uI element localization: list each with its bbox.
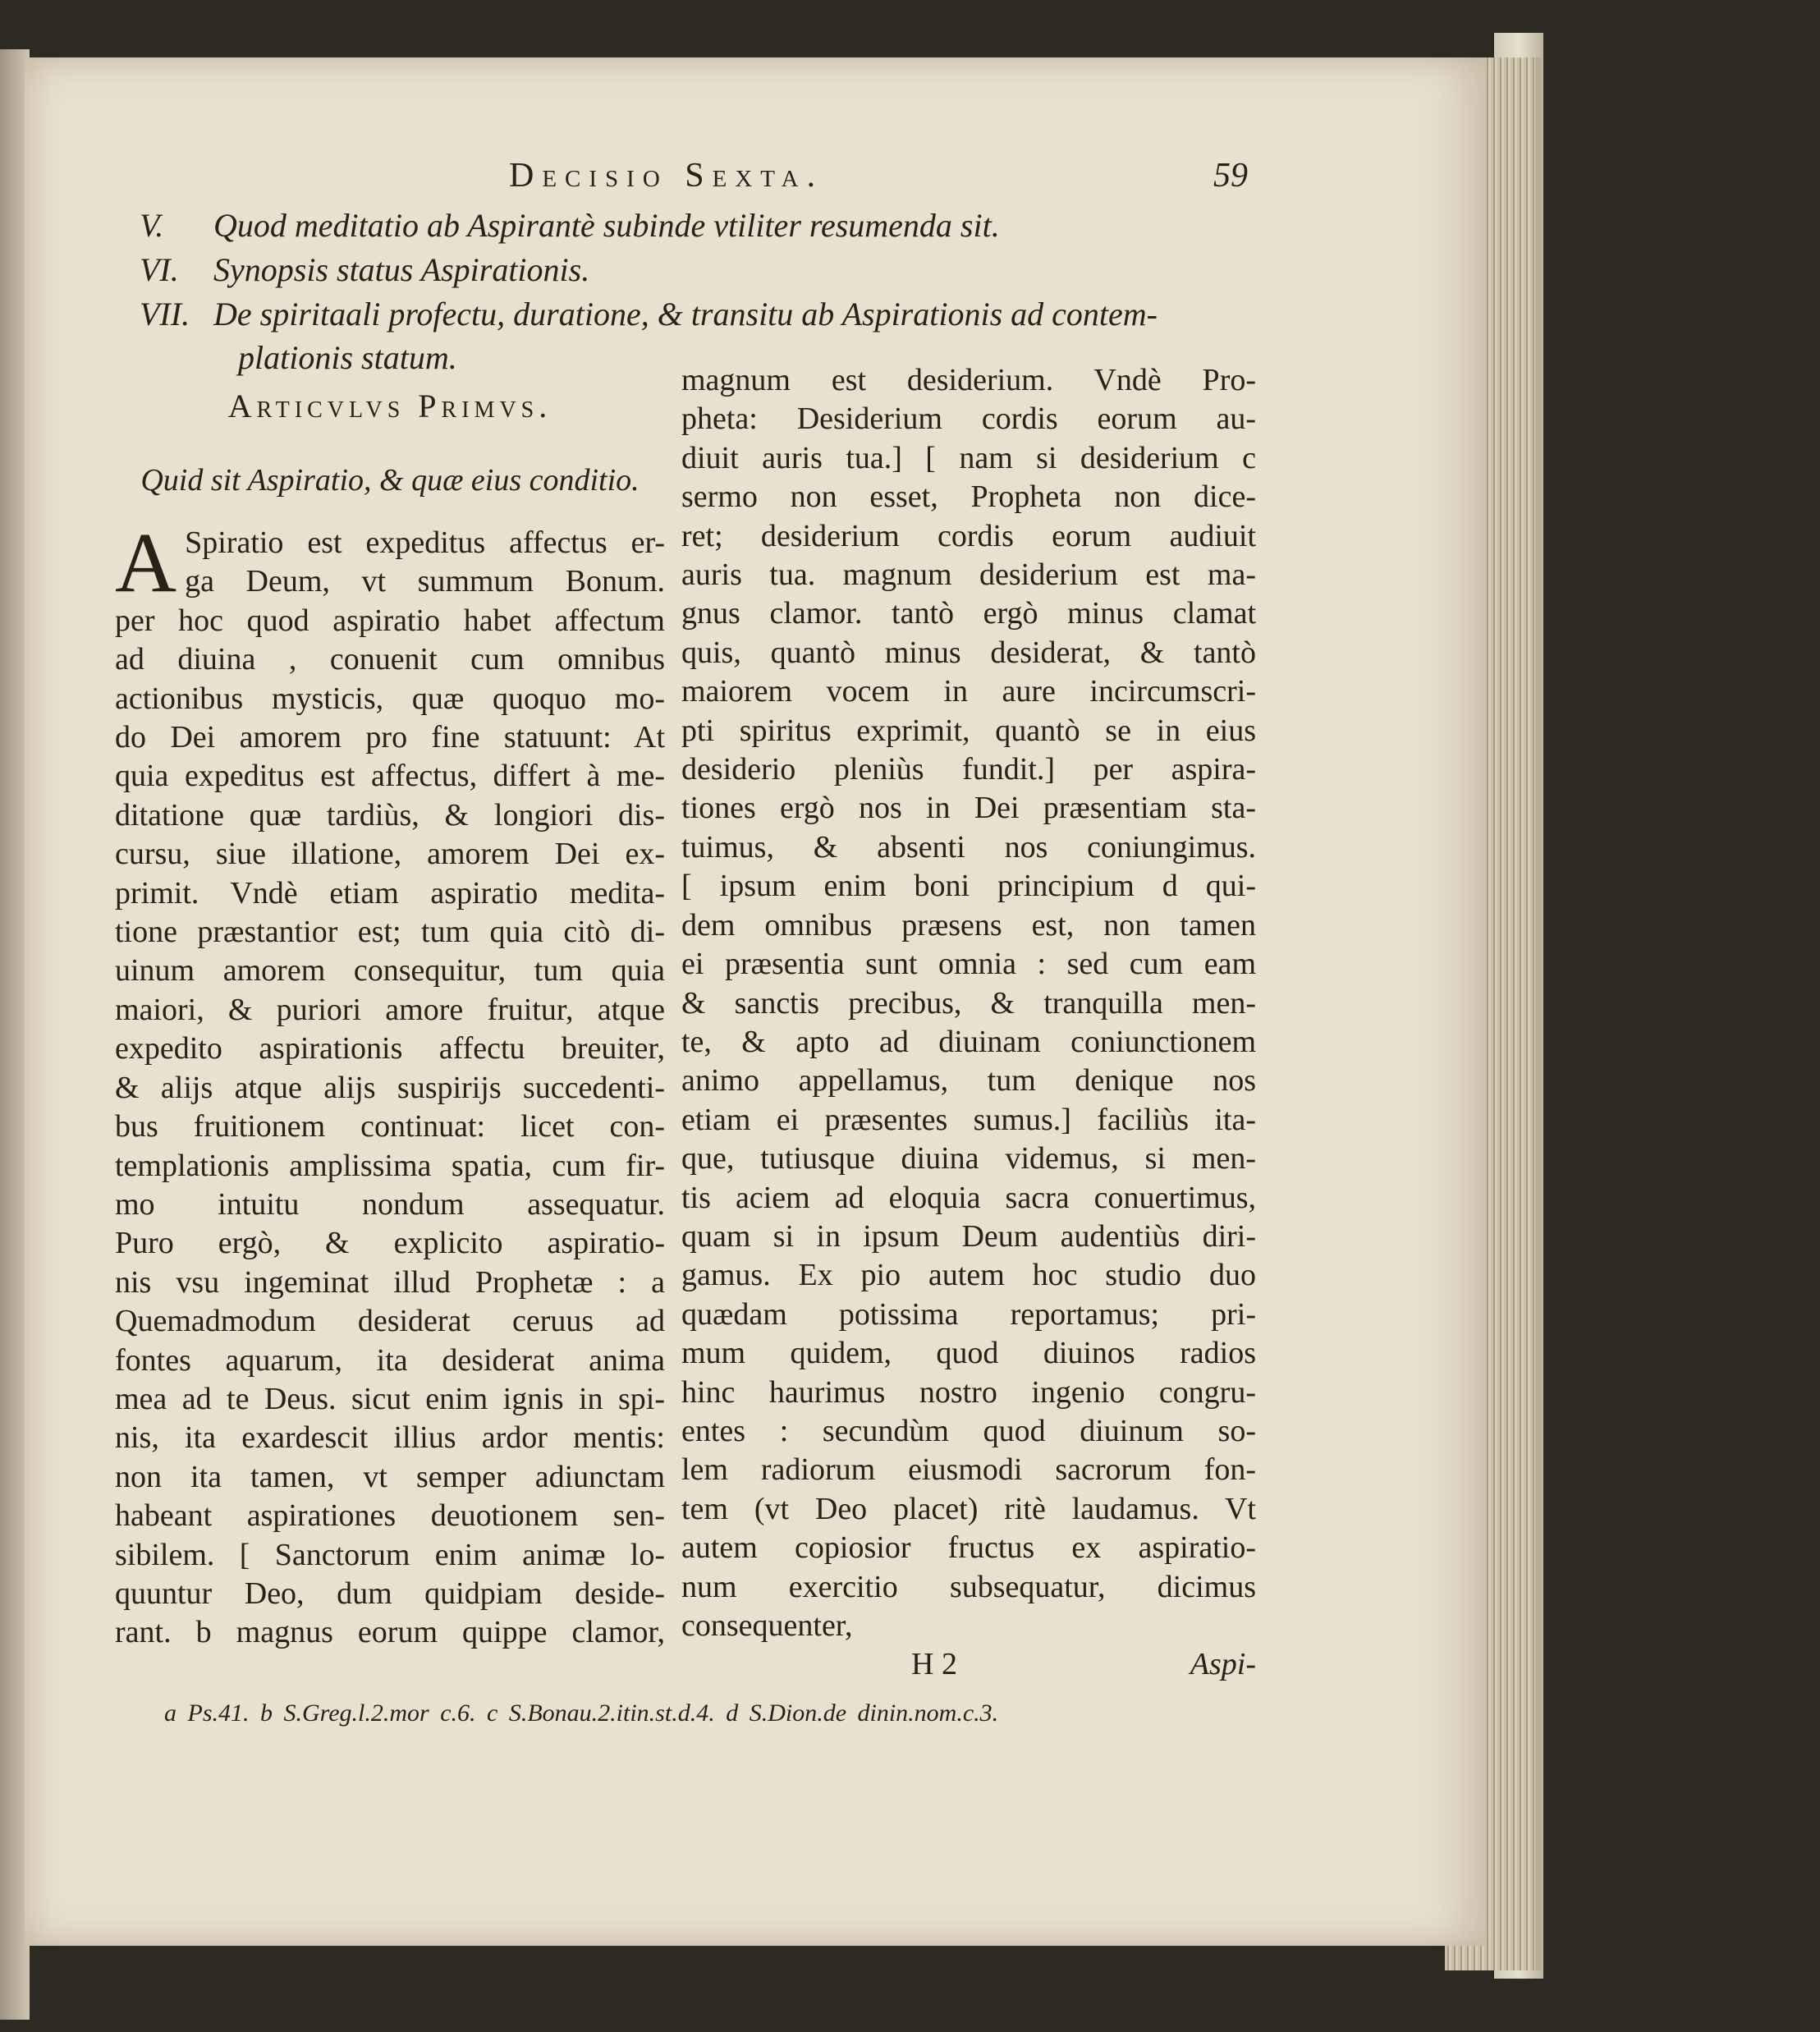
text-line: ret; desiderium cordis eorum audiuit xyxy=(681,518,1256,553)
text-line: bus fruitionem continuat: licet con- xyxy=(115,1109,665,1144)
toc-item-number: V. xyxy=(140,207,164,244)
article-question: Quid sit Aspiratio, & quæ eius conditio. xyxy=(140,463,640,498)
drop-capital: A xyxy=(115,516,177,610)
text-line: primit. Vndè etiam aspiratio medita- xyxy=(115,875,665,911)
text-line: Quemadmodum desiderat ceruus ad xyxy=(115,1304,665,1339)
text-line: maiori, & puriori amore fruitur, atque xyxy=(115,992,665,1027)
text-line: uinum amorem consequitur, tum quia xyxy=(115,953,665,988)
text-line: pheta: Desiderium cordis eorum au- xyxy=(681,401,1256,437)
toc-item-number: VI. xyxy=(140,251,179,288)
text-line: te, & apto ad diuinam coniunctionem xyxy=(681,1024,1256,1059)
text-line: mo intuitu nondum assequatur. xyxy=(115,1186,665,1222)
page-number: 59 xyxy=(1213,157,1248,195)
left-column xyxy=(115,386,665,1653)
toc-item-text: Quod meditatio ab Aspirantè subinde vtiliter resumenda sit. xyxy=(213,207,1000,244)
text-line: quædam potissima reportamus; pri- xyxy=(681,1296,1256,1332)
text-line: gamus. Ex pio autem hoc studio duo xyxy=(681,1258,1256,1293)
text-line: gnus clamor. tantò ergò minus clamat xyxy=(681,596,1256,631)
footnotes: a Ps.41. b S.Greg.l.2.mor c.6. c S.Bonau.2.itin.st.d.4. d S.Dion.de dinin.nom.c.3. xyxy=(164,1699,999,1727)
text-line: Puro ergò, & explicito aspiratio- xyxy=(115,1226,665,1261)
text-line: templationis amplissima spatia, cum fir- xyxy=(115,1148,665,1183)
text-line: diuit auris tua.] [ nam si desiderium c xyxy=(681,440,1256,475)
chapter-contents-list xyxy=(140,204,1256,379)
text-line: tione præstantior est; tum quia citò di- xyxy=(115,915,665,950)
text-line: num exercitio subsequatur, dicimus xyxy=(681,1569,1256,1604)
text-line: que, tutiusque diuina videmus, si men- xyxy=(681,1141,1256,1177)
text-line: & alijs atque alijs suspirijs succedenti- xyxy=(115,1070,665,1105)
text-line: Spiratio est expeditus affectus er- xyxy=(185,525,665,560)
text-line: ad diuina , conuenit cum omnibus xyxy=(115,642,665,677)
toc-item-number: VII. xyxy=(140,296,190,333)
text-line: ga Deum, vt summum Bonum. xyxy=(185,564,665,599)
text-line: actionibus mysticis, quæ quoquo mo- xyxy=(115,681,665,716)
text-line: ei præsentia sunt omnia : sed cum eam xyxy=(681,947,1256,982)
text-line: & sanctis precibus, & tranquilla men- xyxy=(681,985,1256,1021)
text-line: rant. b magnus eorum quippe clamor, xyxy=(115,1615,665,1650)
toc-item-text: Synopsis status Aspirationis. xyxy=(213,251,590,288)
text-line: do Dei amorem pro fine statuunt: At xyxy=(115,720,665,755)
text-line: consequenter, xyxy=(681,1608,853,1643)
text-line: quuntur Deo, dum quidpiam deside- xyxy=(115,1576,665,1611)
text-line: quia expeditus est affectus, differt à me- xyxy=(115,759,665,794)
left-column-text xyxy=(115,516,665,1653)
text-line: entes : secundùm quod diuinum so- xyxy=(681,1413,1256,1448)
text-line: hinc haurimus nostro ingenio congru- xyxy=(681,1374,1256,1410)
text-line: non ita tamen, vt semper adiunctam xyxy=(115,1459,665,1494)
toc-item-text: De spiritaali profectu, duratione, & transitu ab Aspirationis ad contem- xyxy=(213,296,1158,333)
text-line: maiorem vocem in aure incircumscri- xyxy=(681,674,1256,709)
text-line: quis, quantò minus desiderat, & tantò xyxy=(681,635,1256,670)
text-line: expedito aspirationis affectu breuiter, xyxy=(115,1031,665,1066)
toc-item xyxy=(140,248,1256,292)
text-line: cursu, siue illatione, amorem Dei ex- xyxy=(115,837,665,872)
text-line: dem omnibus præsens est, non tamen xyxy=(681,907,1256,943)
running-title: Decisio Sexta. xyxy=(509,157,824,195)
text-line: autem copiosior fructus ex aspiratio- xyxy=(681,1530,1256,1566)
text-line: mea ad te Deus. sicut enim ignis in spi- xyxy=(115,1381,665,1416)
text-line: tiones ergò nos in Dei præsentiam sta- xyxy=(681,791,1256,826)
text-line: sermo non esset, Propheta non dice- xyxy=(681,479,1256,515)
text-line: tuimus, & absenti nos coniungimus. xyxy=(681,829,1256,865)
toc-item xyxy=(140,292,1256,337)
catchword: Aspi- xyxy=(1190,1647,1256,1681)
text-line: animo appellamus, tum denique nos xyxy=(681,1063,1256,1099)
toc-item-continuation: plationis statum. xyxy=(238,339,457,376)
text-line: auris tua. magnum desiderium est ma- xyxy=(681,557,1256,593)
text-line: tem (vt Deo placet) ritè laudamus. Vt xyxy=(681,1491,1256,1526)
text-line: quam si in ipsum Deum audentiùs diri- xyxy=(681,1218,1256,1254)
text-line: mum quidem, quod diuinos radios xyxy=(681,1336,1256,1371)
text-line: per hoc quod aspiratio habet affectum xyxy=(115,603,665,638)
text-line: nis vsu ingeminat illud Prophetæ : a xyxy=(115,1264,665,1300)
text-line: desiderio pleniùs fundit.] per aspira- xyxy=(681,752,1256,787)
toc-item xyxy=(140,204,1256,248)
article-heading: Articvlvs Primvs. xyxy=(227,388,552,424)
text-line: habeant aspirationes deuotionem sen- xyxy=(115,1498,665,1534)
text-line: pti spiritus exprimit, quantò se in eius xyxy=(681,713,1256,748)
text-line: magnum est desiderium. Vndè Pro- xyxy=(681,363,1256,397)
signature-mark: H 2 xyxy=(911,1647,957,1681)
text-line: ditatione quæ tardiùs, & longiori dis- xyxy=(115,797,665,833)
right-column xyxy=(681,361,1256,1645)
text-line: sibilem. [ Sanctorum enim animæ lo- xyxy=(115,1537,665,1572)
right-column-text xyxy=(681,361,1256,1645)
text-line: nis, ita exardescit illius ardor mentis: xyxy=(115,1420,665,1456)
text-line: fontes aquarum, ita desiderat anima xyxy=(115,1342,665,1378)
text-line: tis aciem ad eloquia sacra conuertimus, xyxy=(681,1180,1256,1215)
page-header xyxy=(131,156,1248,205)
text-line: [ ipsum enim boni principium d qui- xyxy=(681,869,1256,904)
text-line: etiam ei præsentes sumus.] faciliùs ita- xyxy=(681,1102,1256,1137)
text-line: lem radiorum eiusmodi sacrorum fon- xyxy=(681,1452,1256,1488)
